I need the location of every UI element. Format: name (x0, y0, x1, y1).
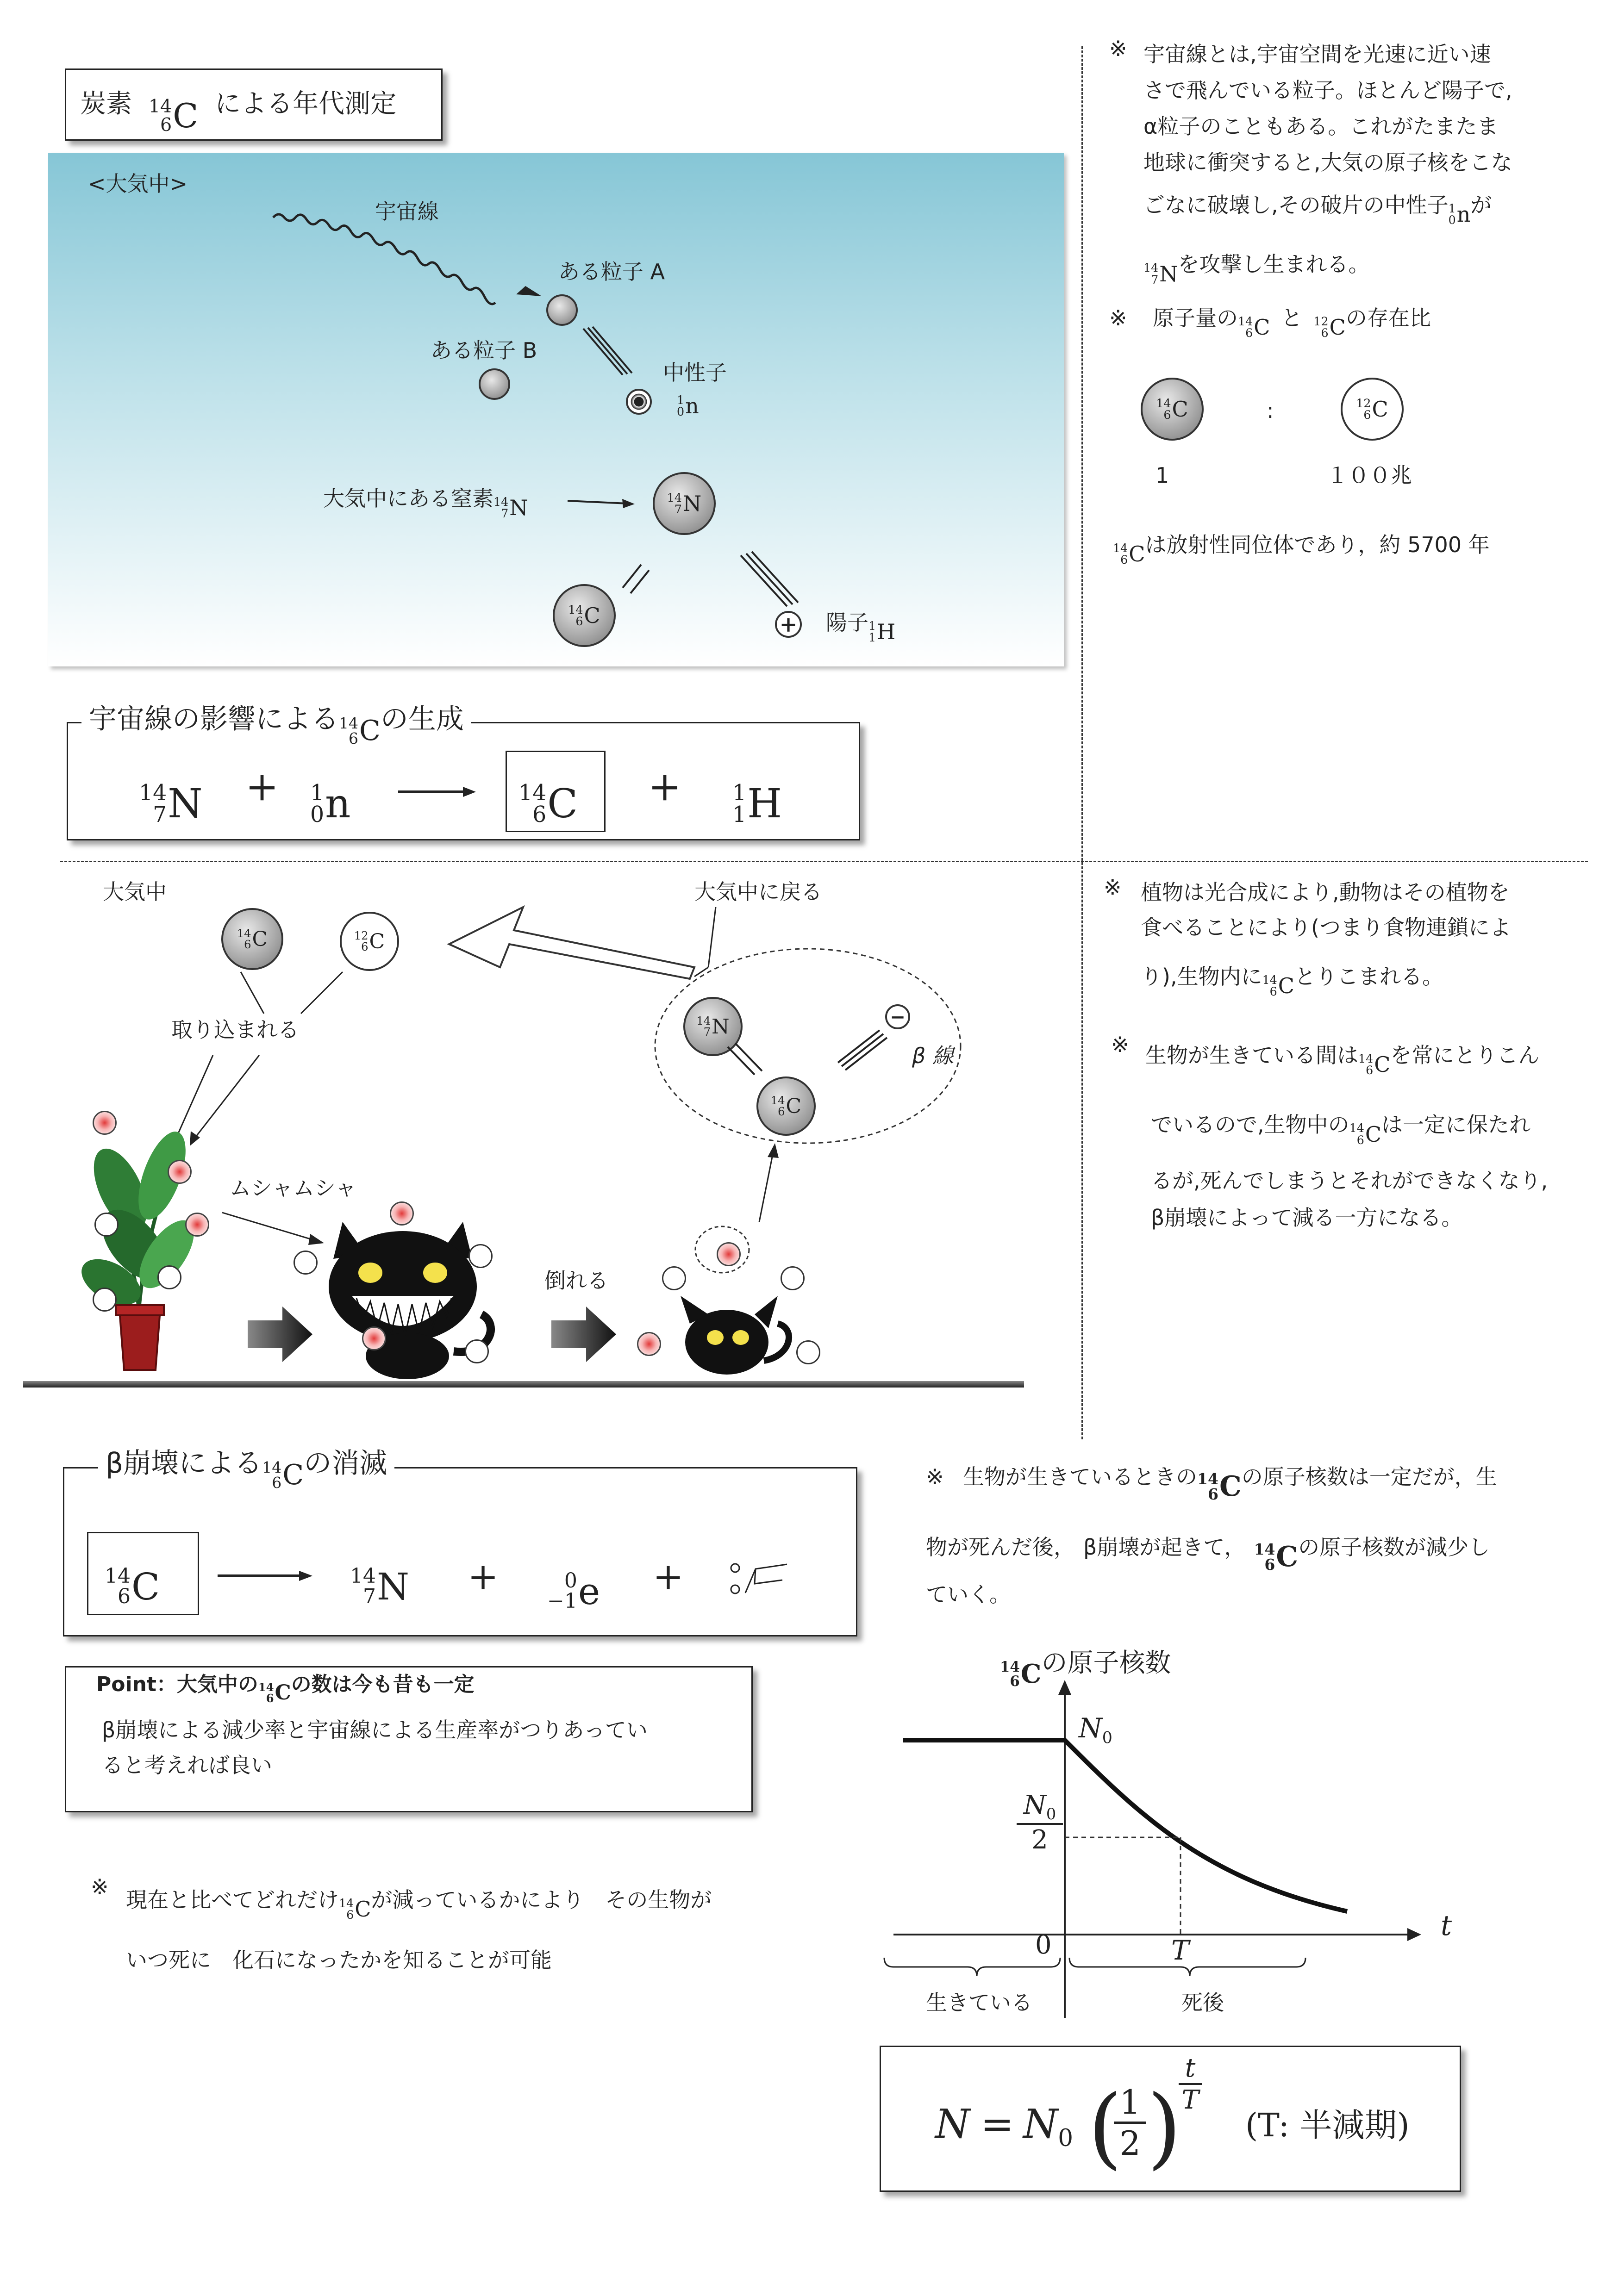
c12-dot (781, 1266, 805, 1290)
decay-electron: 0 −1 e (547, 1569, 600, 1613)
gen-neutron: 1 0 n (310, 780, 351, 828)
bubble-link (722, 1041, 778, 1088)
vertical-divider (1081, 46, 1083, 1439)
formula-N0: $N_0$ (1023, 2101, 1074, 2153)
formula-fraction: 1 2 (1114, 2083, 1146, 2163)
note-mark-4: ※ (1111, 1032, 1129, 1057)
particle-b-label: ある粒子 B (431, 338, 537, 363)
note-mark-3: ※ (1104, 875, 1122, 900)
c12-dot (465, 1339, 489, 1363)
c12-dot (796, 1340, 820, 1364)
nitrogen-14-ball: 14 7 N (653, 472, 716, 535)
plant-illustration (79, 1106, 199, 1384)
formula-half-life-note: (T: 半減期) (1245, 2106, 1410, 2144)
ratio-right-value: １００兆 (1327, 463, 1412, 488)
taken-in-label: 取り込まれる (171, 1017, 299, 1042)
graph-alive-label: 生きている (926, 1990, 1032, 2015)
c14-dot (362, 1326, 386, 1350)
arrow-right-icon (549, 1304, 618, 1364)
note-decline-line3: ていく。 (926, 1582, 1011, 1607)
point-body: β崩壊による減少率と宇宙線による生産率がつりあってい ると考えれば良い (102, 1717, 648, 1778)
intake-lines (167, 963, 398, 1157)
decay-graph (880, 1675, 1481, 2027)
graph-ylabel: 14 6 C の原子核数 (1000, 1648, 1171, 1690)
formula-N: N (935, 2101, 970, 2147)
sky-label: <大気中> (88, 171, 188, 196)
generation-title: 宇宙線の影響による 14 6 C の生成 (81, 703, 471, 747)
munch-arrow (218, 1208, 329, 1250)
graph-n0-half-label: $N_0$ 2 (1017, 1790, 1063, 1855)
gen-plus-1: + (245, 764, 279, 810)
note-fossil: 現在と比べてどれだけ 14 6 C が減っているかにより その生物が いつ死に 化石になったかを知ることが可能 (126, 1887, 712, 1973)
title-isotope: 14 6 C (148, 96, 199, 136)
note-isotope-ratio: 原子量の 14 6 C と 12 6 C の存在比 (1153, 305, 1431, 340)
graph-after-label: 死後 (1181, 1990, 1224, 2015)
horizontal-divider (60, 861, 1588, 862)
c14-dot (185, 1213, 209, 1237)
graph-T-label: T (1171, 1935, 1189, 1966)
fall-label: 倒れる (544, 1268, 608, 1293)
c14-dot (717, 1242, 741, 1266)
ground-line (23, 1381, 1024, 1388)
decay-title: β崩壊による 14 6 C の消滅 (98, 1447, 394, 1492)
neutron-label: 中性子 (663, 360, 727, 385)
ratio-c12-ball: 12 6 C (1341, 378, 1404, 441)
neutron-trail (579, 324, 634, 384)
cat-fallen-illustration (671, 1282, 801, 1384)
note-constant: 生物が生きている間は 14 6 C を常にとりこん でいるので,生物中の 14 6 C は一定に保たれ るが,死んでしまうとそれができなくなり, β崩壊によって減る一方になる。 (1145, 1043, 1548, 1230)
c12-dot (662, 1266, 686, 1290)
nitrogen-label: 大気中にある窒素 14 7 N (323, 486, 528, 521)
c12-dot (157, 1265, 181, 1289)
return-air-label: 大気中に戻る (694, 879, 822, 904)
note-decline-line1: 生物が生きているときの 14 6 C の原子核数は一定だが，生 (963, 1464, 1497, 1503)
graph-t-axis: t (1441, 1910, 1452, 1942)
gen-carbon: 14 6 C (518, 780, 578, 828)
c12-dot (294, 1251, 318, 1275)
ratio-c14-ball: 14 6 C (1141, 378, 1204, 441)
particle-b-ball (479, 368, 510, 400)
decay-arrow (218, 1569, 315, 1583)
c14-dot (390, 1201, 414, 1226)
c12-dot (94, 1213, 119, 1237)
title-suffix: による年代測定 (215, 89, 397, 119)
bubble-c14-ball: 14 6 C (756, 1076, 816, 1136)
title-prefix: 炭素 (80, 89, 132, 119)
cosmic-ray-label: 宇宙線 (375, 199, 439, 224)
page-title (80, 88, 396, 136)
mid-c14-ball: 14 6 C (221, 908, 283, 970)
cosmic-ray-wave (269, 204, 593, 324)
proton-trail (736, 551, 806, 620)
formula-equals: = (981, 2101, 1014, 2147)
decay-plus-2: + (653, 1555, 684, 1598)
gen-hydrogen: 1 1 H (732, 780, 782, 828)
nitrogen-arrow (568, 495, 637, 509)
munch-label: ムシャムシャ (230, 1176, 357, 1201)
particle-a-label: ある粒子 A (558, 259, 665, 284)
c14-dot (168, 1160, 192, 1184)
electron-minus-icon: − (885, 1004, 910, 1029)
note-mark-2: ※ (1109, 305, 1127, 330)
carbon-14-ball: 14 6 C (553, 584, 616, 647)
note-cosmic-ray: 宇宙線とは,宇宙空間を光速に近い速 さで飛んでいる粒子。ほとんど陽子で, α粒子のこともある。これがたまたま 地球に衝突すると,大気の原子核をこな ごなに破壊し,その破片の中性子 1 0 n が 14 7 N を攻撃し生まれる。 (1143, 42, 1512, 286)
neutron-symbol: 1 0 n (677, 393, 699, 419)
c14-dot (637, 1332, 661, 1356)
air-label: 大気中 (103, 879, 167, 904)
c14-trail (616, 546, 681, 639)
formula-paren-right: ) (1147, 2076, 1182, 2178)
decay-plus-1: + (468, 1555, 499, 1598)
c14-dot (93, 1111, 117, 1135)
mid-c12-ball: 12 6 C (340, 912, 399, 971)
title-box (65, 68, 443, 141)
graph-zero: 0 (1035, 1930, 1052, 1960)
c12-dot (93, 1288, 117, 1312)
note-half-life: 14 6 C は放射性同位体であり，約 5700 年 (1113, 532, 1490, 567)
note-decline-line2: 物が死んだ後， β崩壊が起きて， 14 6 C の原子核数が減少し (926, 1535, 1490, 1574)
gen-plus-2: + (648, 764, 682, 810)
proton-label: 陽子 1 1 H (826, 610, 896, 645)
ratio-colon: : (1267, 398, 1274, 423)
beta-ray-label: β 線 (912, 1043, 954, 1068)
graph-n0-label: $N_0$ (1079, 1712, 1112, 1748)
gen-nitrogen: 14 7 N (139, 780, 203, 828)
c12-dot (468, 1244, 493, 1268)
particle-a-ball (546, 294, 578, 326)
note-mark-1: ※ (1109, 36, 1127, 61)
arrow-right-icon (245, 1304, 315, 1364)
note-mark-5: ※ (91, 1874, 109, 1899)
up-arrow (750, 1139, 787, 1231)
ratio-left-value: 1 (1156, 463, 1169, 488)
gen-arrow (398, 785, 477, 799)
neutrino-icon (727, 1556, 796, 1607)
decay-nitrogen: 14 7 N (350, 1564, 409, 1608)
proton-plus-icon: + (775, 611, 802, 638)
note-food-chain: 植物は光合成により,動物はその植物を 食べることにより(つまり食物連鎖によ り),生物内に 14 6 C とりこまれる。 (1141, 880, 1511, 999)
formula-paren-left: ( (1088, 2076, 1123, 2178)
point-title: Point：大気中の 14 6 C の数は今も昔も一定 (88, 1673, 483, 1705)
decay-carbon: 14 6 C (105, 1564, 160, 1608)
note-mark-6: ※ (926, 1464, 944, 1489)
bubble-n14-ball: 14 7 N (683, 997, 743, 1056)
formula-exponent: t T (1179, 2053, 1202, 2115)
neutron-icon (626, 389, 652, 415)
